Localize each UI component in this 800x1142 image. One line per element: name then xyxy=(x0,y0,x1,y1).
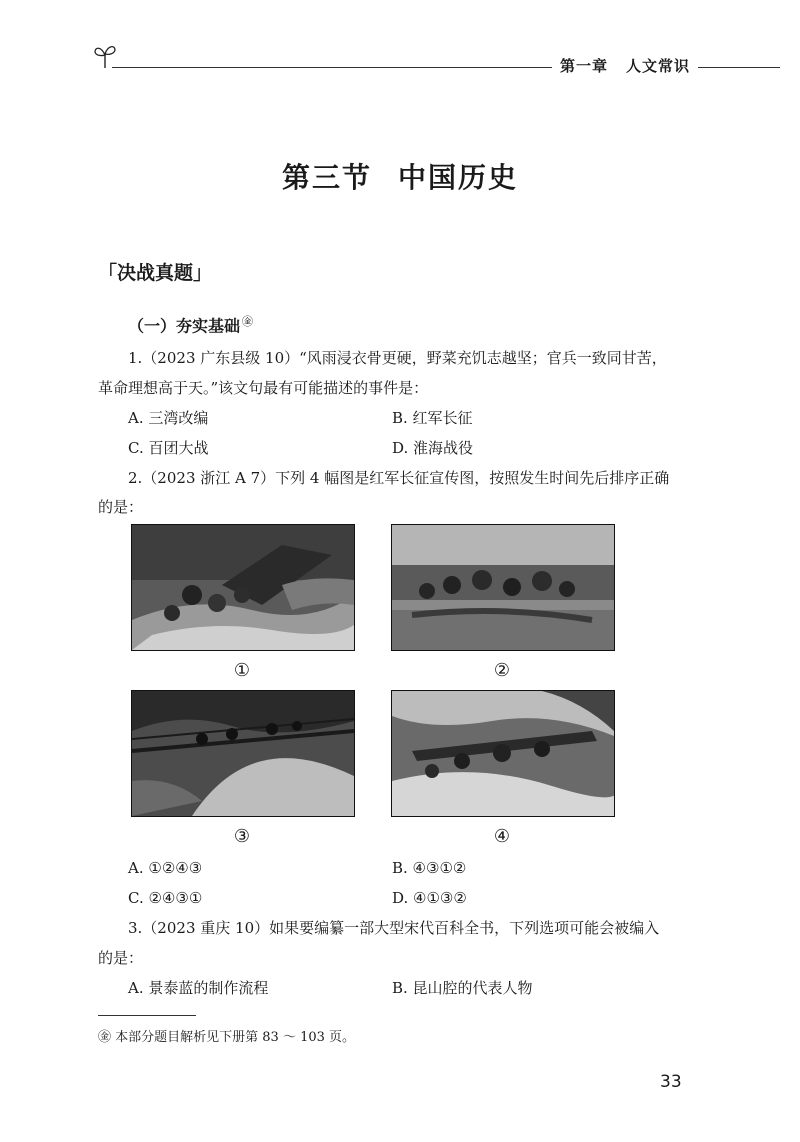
painting-image-4 xyxy=(391,690,615,817)
q2-option-d: D. ④①③② xyxy=(392,889,467,907)
page-title xyxy=(0,156,800,196)
q3-option-a: A. 景泰蓝的制作流程 xyxy=(128,979,269,997)
q2-option-c: C. ②④③① xyxy=(128,889,203,907)
section-name: 中国历史 xyxy=(398,161,519,194)
running-header xyxy=(560,55,708,76)
image-caption-3: ③ xyxy=(233,826,251,847)
q1-option-d: D. 淮海战役 xyxy=(392,439,474,457)
subsection-label: （一）夯实基础 xyxy=(128,316,241,336)
image-caption-4: ④ xyxy=(493,826,511,847)
painting-image-2 xyxy=(391,524,615,651)
q2-option-b: B. ④③①② xyxy=(392,859,467,877)
q3-stem-line2: 的是： xyxy=(98,949,144,967)
q1-option-a: A. 三湾改编 xyxy=(128,409,209,427)
chapter-label: 第一章 xyxy=(560,57,609,75)
footnote-rule xyxy=(98,1015,196,1016)
page-number: 33 xyxy=(660,1072,682,1092)
sprout-icon xyxy=(92,40,118,70)
section-number: 第三节 xyxy=(281,161,372,194)
q1-stem-line2: 革命理想高于天。”该文句最有可能描述的事件是： xyxy=(98,379,429,397)
chapter-title: 人文常识 xyxy=(626,57,691,75)
q2-option-a: A. ①②④③ xyxy=(128,859,203,877)
footnote: ㊎ 本部分题目解析见下册第 83 ～ 103 页。 xyxy=(98,1030,356,1045)
q1-stem-line1: 1.（2023 广东县级 10）“风雨浸衣骨更硬，野菜充饥志越坚；官兵一致同甘苦， xyxy=(128,349,667,367)
q1-option-b: B. 红军长征 xyxy=(392,409,473,427)
footnote-mark: ㊎ xyxy=(242,315,254,328)
q2-stem-line2: 的是： xyxy=(98,498,144,516)
image-caption-1: ① xyxy=(233,660,251,681)
q2-stem-line1: 2.（2023 浙江 A 7）下列 4 幅图是红军长征宣传图，按照发生时间先后排序正确 xyxy=(128,469,670,487)
painting-image-3 xyxy=(131,690,355,817)
image-caption-2: ② xyxy=(493,660,511,681)
painting-image-1 xyxy=(131,524,355,651)
section-heading: 「决战真题」 xyxy=(98,262,213,284)
header-rule-right xyxy=(698,67,780,68)
header-rule-left xyxy=(112,67,552,68)
q1-option-c: C. 百团大战 xyxy=(128,439,209,457)
q3-stem-line1: 3.（2023 重庆 10）如果要编纂一部大型宋代百科全书，下列选项可能会被编入 xyxy=(128,919,660,937)
subsection-heading xyxy=(128,313,253,336)
q3-option-b: B. 昆山腔的代表人物 xyxy=(392,979,533,997)
